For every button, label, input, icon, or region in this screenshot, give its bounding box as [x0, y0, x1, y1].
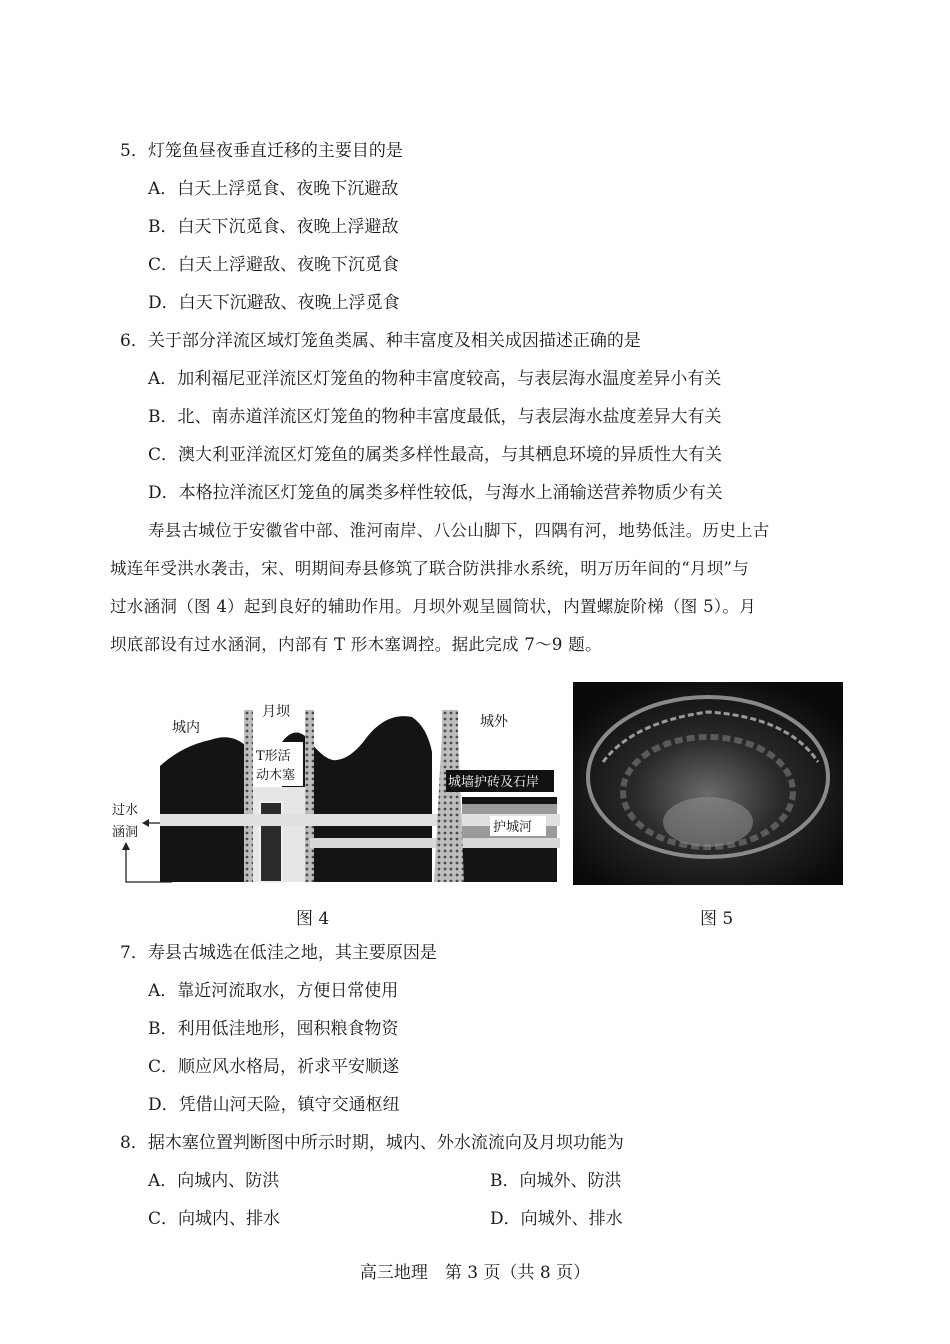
question-7-option-d: D．凭借山河天险，镇守交通枢纽: [148, 1095, 400, 1115]
callout-arrowhead-up: [122, 842, 130, 850]
figure-5-photo: [573, 682, 843, 885]
label-inside: 城内: [172, 720, 200, 736]
label-outside: 城外: [480, 714, 508, 730]
figure-4-diagram: [112, 692, 560, 892]
passage-line-3: 过水涵洞（图 4）起到良好的辅助作用。月坝外观呈圆筒状，内置螺旋阶梯（图 5）。月: [110, 597, 757, 616]
culvert-arrowhead: [142, 819, 149, 827]
question-8-option-a: A．向城内、防洪: [148, 1171, 280, 1191]
question-8-stem: 8．据木塞位置判断图中所示时期，城内、外水流流向及月坝功能为: [120, 1133, 624, 1153]
earth-silhouette: [160, 737, 247, 882]
figure-4-caption: 图 4: [296, 909, 330, 929]
question-8-option-b: B．向城外、防洪: [490, 1171, 622, 1191]
question-5-stem: 5．灯笼鱼昼夜垂直迁移的主要目的是: [120, 141, 403, 161]
question-5-option-d: D．白天下沉避敌、夜晚上浮觅食: [148, 293, 400, 313]
dam-wall-right: [305, 710, 314, 882]
label-plug-1: T形活: [256, 749, 291, 764]
question-6-option-a: A．加利福尼亚洋流区灯笼鱼的物种丰富度较高，与表层海水温度差异小有关: [148, 369, 722, 389]
page-footer: 高三地理 第 3 页（共 8 页）: [359, 1263, 591, 1283]
question-5-option-a: A．白天上浮觅食、夜晚下沉避敌: [148, 179, 399, 199]
question-8-option-c: C．向城内、排水: [148, 1209, 281, 1229]
city-wall: [434, 710, 464, 882]
question-6-option-d: D．本格拉洋流区灯笼鱼的属类多样性较低，与海水上涌输送营养物质少有关: [148, 483, 723, 503]
question-8-option-d: D．向城外、排水: [490, 1209, 623, 1229]
question-7-option-c: C．顺应风水格局，祈求平安顺遂: [148, 1057, 400, 1077]
label-culvert-1: 过水: [112, 803, 139, 818]
question-6-option-c: C．澳大利亚洋流区灯笼鱼的属类多样性最高，与其栖息环境的异质性大有关: [148, 445, 723, 465]
label-culvert-2: 涵洞: [112, 825, 139, 840]
figure-5-caption: 图 5: [700, 909, 734, 929]
question-7-option-a: A．靠近河流取水，方便日常使用: [148, 981, 399, 1001]
label-dam: 月坝: [262, 704, 290, 720]
question-6-option-b: B．北、南赤道洋流区灯笼鱼的物种丰富度最低，与表层海水盐度差异大有关: [148, 407, 722, 427]
question-7-option-b: B．利用低洼地形，囤积粮食物资: [148, 1019, 399, 1039]
label-plug-2: 动木塞: [256, 768, 296, 783]
label-moat: 护城河: [493, 820, 533, 835]
question-7-stem: 7．寿县古城选在低洼之地，其主要原因是: [120, 943, 437, 963]
question-6-stem: 6．关于部分洋流区域灯笼鱼类属、种丰富度及相关成因描述正确的是: [120, 331, 641, 351]
well-bottom: [663, 797, 753, 847]
culvert-channel-lower: [310, 838, 560, 848]
passage-line-2: 城连年受洪水袭击，宋、明期间寿县修筑了联合防洪排水系统，明万历年间的“月坝”与: [110, 559, 750, 578]
question-5-option-c: C．白天上浮避敌、夜晚下沉觅食: [148, 255, 400, 275]
dam-wall-left: [244, 710, 253, 882]
passage-line-1: 寿县古城位于安徽省中部、淮河南岸、八公山脚下，四隅有河，地势低洼。历史上古: [148, 521, 770, 540]
question-5-option-b: B．白天下沉觅食、夜晚上浮避敌: [148, 217, 399, 237]
passage-line-4: 坝底部设有过水涵洞，内部有 T 形木塞调控。据此完成 7～9 题。: [110, 635, 602, 654]
label-wall: 城墙护砖及石岸: [448, 775, 540, 790]
